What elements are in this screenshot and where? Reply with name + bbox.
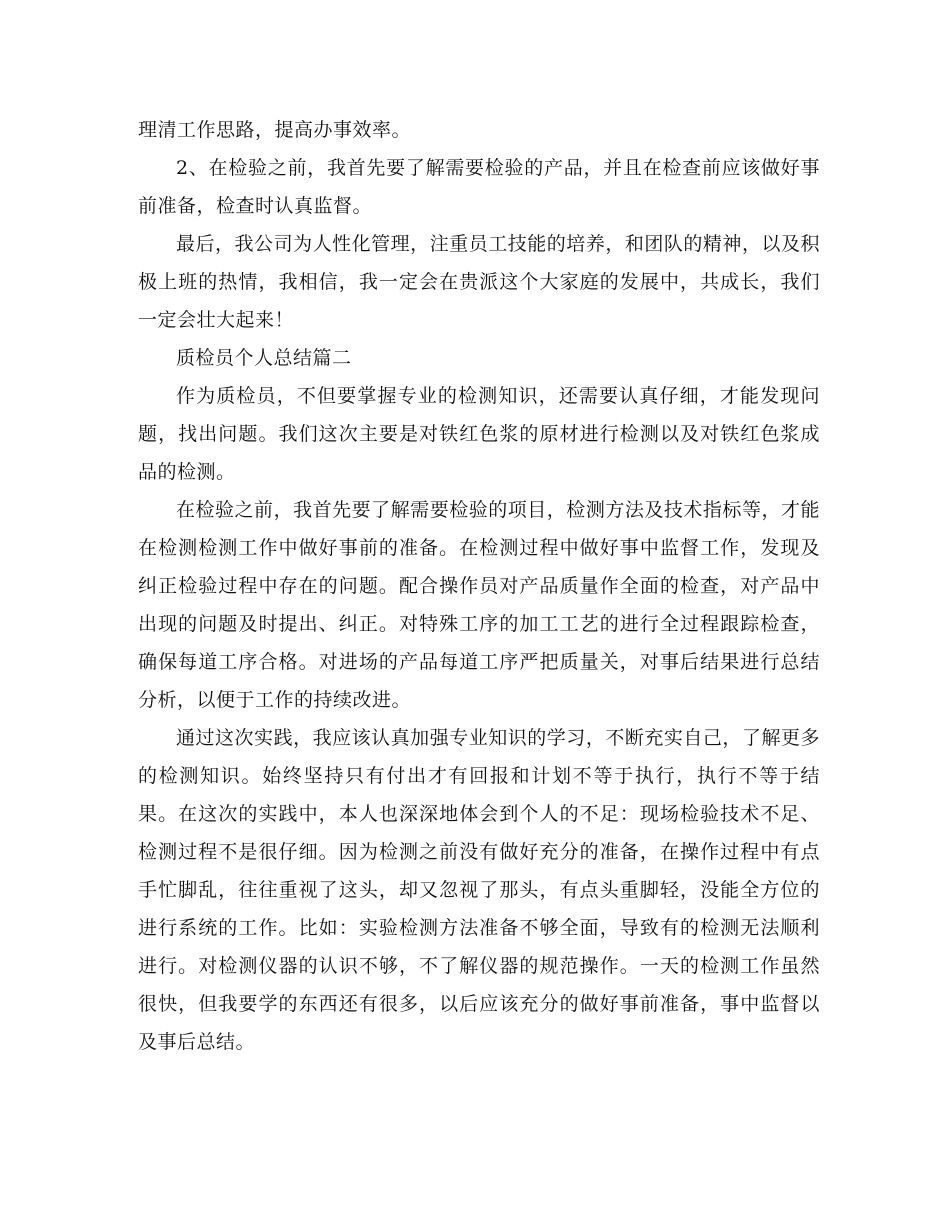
paragraph-inspection-prep: 2、在检验之前，我首先要了解需要检验的产品，并且在检查前应该做好事前准备，检查时认真监督。: [138, 157, 820, 217]
paragraph-role-intro: 作为质检员，不但要掌握专业的检测知识，还需要认真仔细，才能发现问题，找出问题。我们这次主要是对铁红色浆的原材进行检测以及对铁红色浆成品的检测。: [138, 385, 820, 483]
paragraph-inspection-process: 在检验之前，我首先要了解需要检验的项目，检测方法及技术指标等，才能在检测检测工作中做好事前的准备。在检测过程中做好事中监督工作，发现及纠正检验过程中存在的问题。配合操作员对产品质量作全面的检查，对产品中出现的问题及时提出、纠正。对特殊工序的加工工艺的进行全过程跟踪检查，确保每道工序合格。对进场的产品每道工序严把质量关，对事后结果进行总结分析，以便于工作的持续改进。: [138, 499, 820, 711]
section-heading: 质检员个人总结篇二: [176, 347, 352, 369]
paragraph-closing: 最后，我公司为人性化管理，注重员工技能的培养，和团队的精神，以及积极上班的热情，我相信，我一定会在贵派这个大家庭的发展中，共成长，我们一定会壮大起来！: [138, 233, 820, 331]
paragraph-continuation: 理清工作思路，提高办事效率。: [138, 119, 412, 141]
document-body: [138, 111, 820, 1061]
paragraph-reflection: 通过这次实践，我应该认真加强专业知识的学习，不断充实自己，了解更多的检测知识。始终坚持只有付出才有回报和计划不等于执行，执行不等于结果。在这次的实践中，本人也深深地体会到个人的不足：现场检验技术不足、检测过程不是很仔细。因为检测之前没有做好充分的准备，在操作过程中有点手忙脚乱，往往重视了这头，却又忽视了那头，有点头重脚轻，没能全方位的进行系统的工作。比如：实验检测方法准备不够全面，导致有的检测无法顺利进行。对检测仪器的认识不够，不了解仪器的规范操作。一天的检测工作虽然很快，但我要学的东西还有很多，以后应该充分的做好事前准备，事中监督以及事后总结。: [138, 727, 820, 1053]
